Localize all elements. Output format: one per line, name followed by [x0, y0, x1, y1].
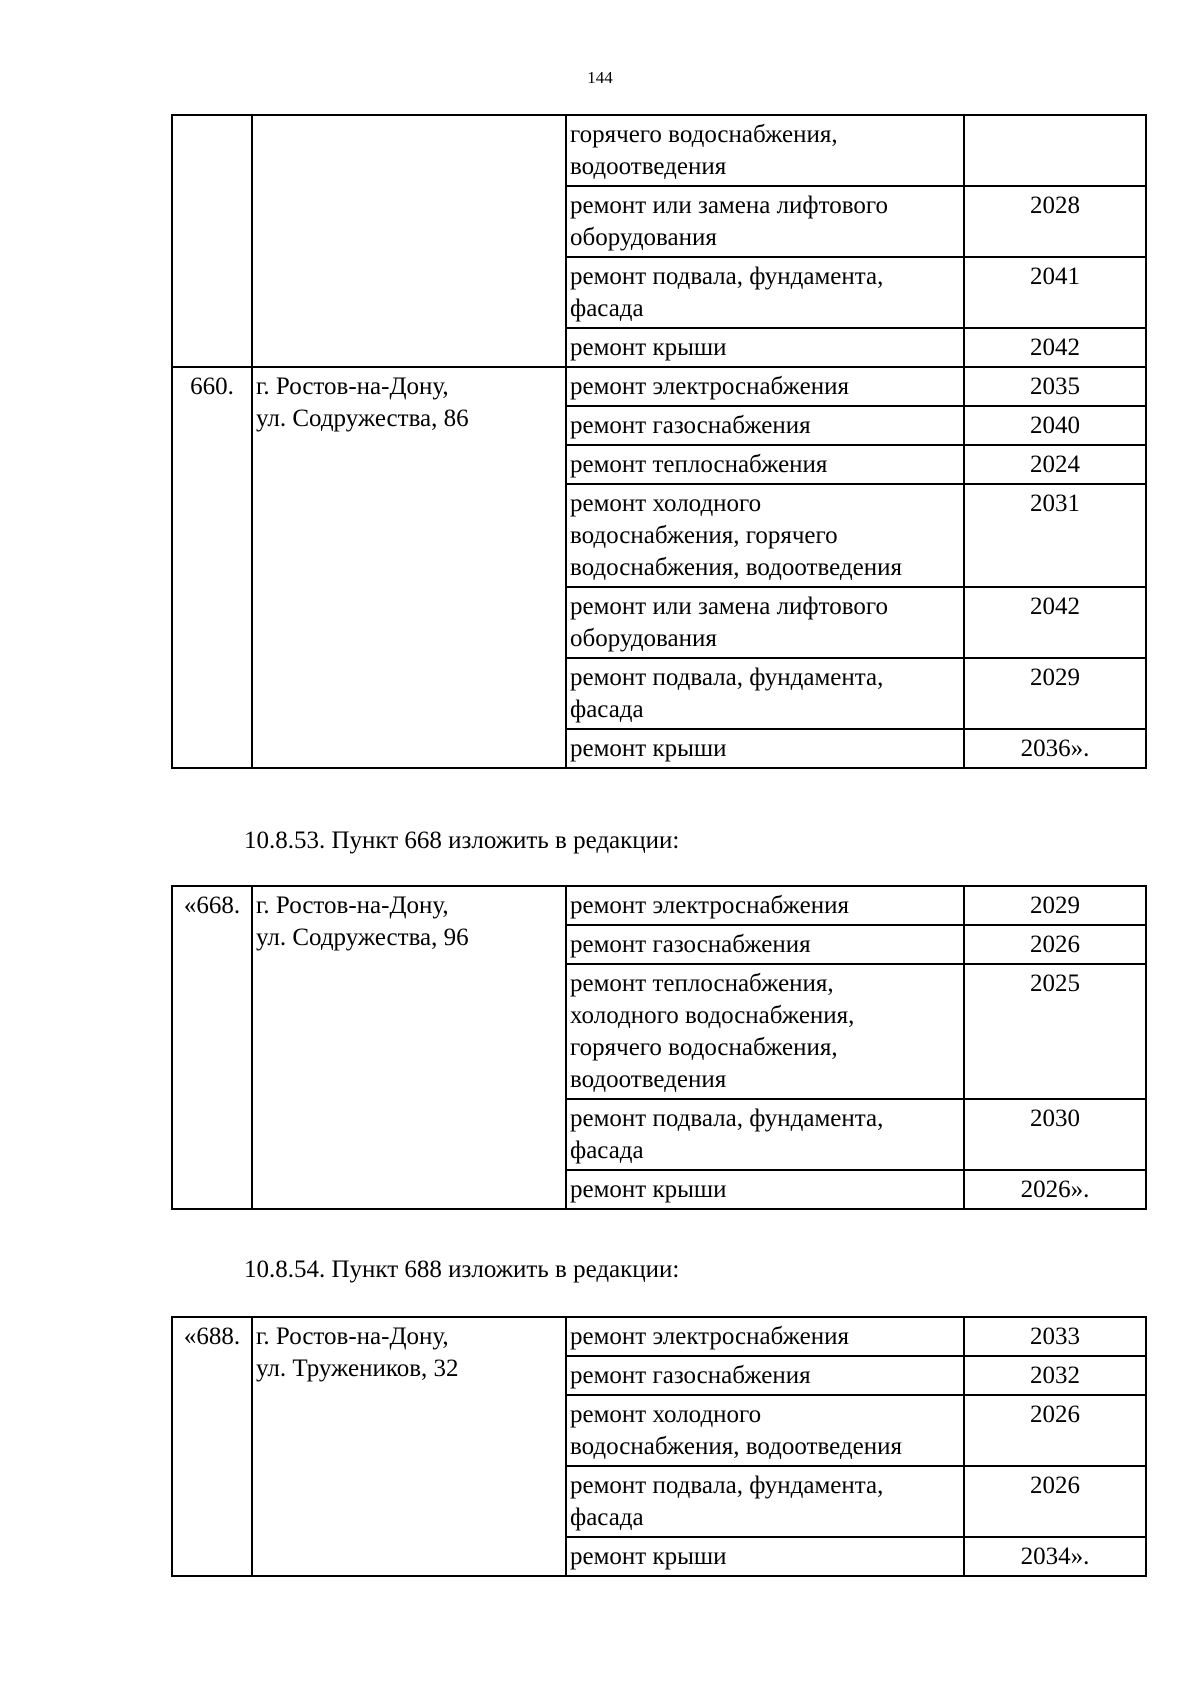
year-cell: 2026	[964, 925, 1146, 964]
address-line: ул. Тружеников, 32	[256, 1355, 459, 1382]
work-type-cell	[566, 115, 964, 186]
work-type-cell	[566, 445, 964, 484]
work-type-cell	[566, 484, 964, 587]
work-type-cell	[566, 925, 964, 964]
work-type-cell	[566, 1537, 964, 1576]
work-type-line: водоотведения	[570, 1066, 727, 1093]
work-type-cell	[566, 1317, 964, 1356]
work-type-line: ремонт подвала, фундамента,	[570, 664, 884, 691]
work-type-line: ремонт холодного	[570, 490, 762, 517]
address-line: ул. Содружества, 86	[256, 405, 469, 432]
address-cell	[252, 1317, 566, 1576]
work-type-line: холодного водоснабжения,	[570, 1002, 855, 1029]
work-type-line: ремонт холодного	[570, 1401, 762, 1428]
item-number: «688.	[172, 1317, 252, 1576]
table-row	[172, 1317, 1146, 1356]
item-number: 660.	[172, 367, 252, 768]
address-cell	[252, 367, 566, 768]
item-number	[172, 115, 252, 367]
work-type-cell	[566, 186, 964, 257]
work-type-cell	[566, 257, 964, 328]
work-type-line: ремонт или замена лифтового	[570, 593, 888, 620]
work-type-line: ремонт теплоснабжения,	[570, 970, 834, 997]
work-type-line: ремонт подвала, фундамента,	[570, 263, 884, 290]
year-cell: 2031	[964, 484, 1146, 587]
work-type-cell	[566, 367, 964, 406]
year-cell: 2030	[964, 1099, 1146, 1170]
work-type-cell	[566, 729, 964, 768]
work-type-line: ремонт крыши	[570, 334, 727, 361]
year-cell: 2042	[964, 587, 1146, 658]
year-cell: 2029	[964, 886, 1146, 925]
address-line: г. Ростов-на-Дону,	[256, 892, 449, 919]
work-type-line: ремонт крыши	[570, 1543, 727, 1570]
work-type-cell	[566, 1395, 964, 1466]
year-cell: 2036».	[964, 729, 1146, 768]
work-type-line: фасада	[570, 1504, 644, 1531]
year-cell: 2024	[964, 445, 1146, 484]
address-cell	[252, 886, 566, 1209]
year-cell: 2041	[964, 257, 1146, 328]
work-type-line: водоснабжения, водоотведения	[570, 554, 902, 581]
year-cell: 2026	[964, 1395, 1146, 1466]
work-type-line: ремонт газоснабжения	[570, 412, 811, 439]
amendment-paragraph: 10.8.53. Пункт 668 изложить в редакции:	[244, 827, 680, 854]
work-type-cell	[566, 1170, 964, 1209]
work-type-line: горячего водоснабжения,	[570, 121, 838, 148]
work-type-line: ремонт крыши	[570, 735, 727, 762]
address-cell	[252, 115, 566, 367]
year-cell: 2026	[964, 1466, 1146, 1537]
year-cell: 2042	[964, 328, 1146, 367]
repair-schedule-table	[171, 114, 1147, 769]
year-cell: 2033	[964, 1317, 1146, 1356]
work-type-line: оборудования	[570, 625, 717, 652]
work-type-line: фасада	[570, 696, 644, 723]
work-type-cell	[566, 406, 964, 445]
address-line: г. Ростов-на-Дону,	[256, 1323, 449, 1350]
work-type-line: ремонт электроснабжения	[570, 1323, 849, 1350]
year-cell	[964, 115, 1146, 186]
address-line: г. Ростов-на-Дону,	[256, 373, 449, 400]
year-cell: 2028	[964, 186, 1146, 257]
repair-schedule-table	[171, 885, 1147, 1210]
table-row	[172, 115, 1146, 186]
work-type-line: ремонт теплоснабжения	[570, 451, 828, 478]
work-type-line: ремонт крыши	[570, 1176, 727, 1203]
table-row	[172, 367, 1146, 406]
work-type-cell	[566, 587, 964, 658]
year-cell: 2029	[964, 658, 1146, 729]
repair-schedule-table	[171, 1316, 1147, 1577]
year-cell: 2035	[964, 367, 1146, 406]
work-type-cell	[566, 1099, 964, 1170]
year-cell: 2025	[964, 964, 1146, 1099]
work-type-line: оборудования	[570, 224, 717, 251]
amendment-paragraph: 10.8.54. Пункт 688 изложить в редакции:	[244, 1256, 680, 1283]
work-type-line: ремонт электроснабжения	[570, 373, 849, 400]
table-row	[172, 886, 1146, 925]
work-type-line: водоотведения	[570, 153, 727, 180]
work-type-line: водоснабжения, водоотведения	[570, 1433, 902, 1460]
work-type-cell	[566, 658, 964, 729]
work-type-line: горячего водоснабжения,	[570, 1034, 838, 1061]
year-cell: 2032	[964, 1356, 1146, 1395]
work-type-cell	[566, 886, 964, 925]
work-type-line: ремонт электроснабжения	[570, 892, 849, 919]
work-type-cell	[566, 1466, 964, 1537]
work-type-line: ремонт подвала, фундамента,	[570, 1105, 884, 1132]
page-number: 144	[587, 68, 613, 87]
work-type-line: водоснабжения, горячего	[570, 522, 838, 549]
year-cell: 2040	[964, 406, 1146, 445]
work-type-line: ремонт подвала, фундамента,	[570, 1472, 884, 1499]
work-type-line: ремонт газоснабжения	[570, 931, 811, 958]
work-type-line: ремонт или замена лифтового	[570, 192, 888, 219]
work-type-cell	[566, 328, 964, 367]
year-cell: 2026».	[964, 1170, 1146, 1209]
address-line: ул. Содружества, 96	[256, 924, 469, 951]
work-type-cell	[566, 964, 964, 1099]
work-type-line: фасада	[570, 1137, 644, 1164]
item-number: «668.	[172, 886, 252, 1209]
work-type-line: фасада	[570, 295, 644, 322]
work-type-cell	[566, 1356, 964, 1395]
work-type-line: ремонт газоснабжения	[570, 1362, 811, 1389]
year-cell: 2034».	[964, 1537, 1146, 1576]
